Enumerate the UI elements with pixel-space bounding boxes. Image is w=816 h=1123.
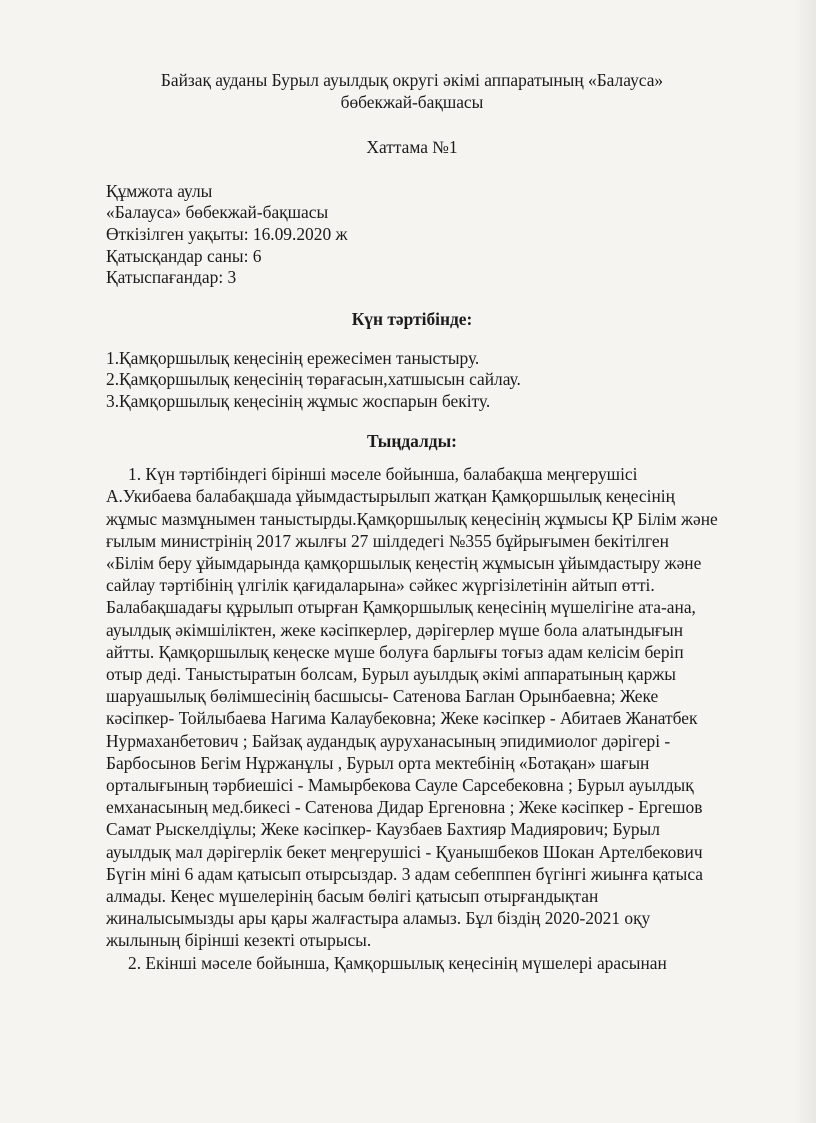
organization-line-1: Байзақ ауданы Бурыл ауылдық округі әкімі аппаратының «Балауса»	[160, 70, 664, 90]
agenda-title: Күн тәртібінде:	[351, 308, 473, 329]
organization-header	[106, 70, 718, 113]
meeting-meta	[106, 181, 718, 289]
absentees-count: Қатыспағандар: 3	[106, 267, 237, 288]
attendees-count: Қатысқандар саны: 6	[106, 245, 262, 266]
protocol-title: Хаттама №1	[366, 137, 458, 158]
heard-paragraph-1: 1. Күн тәртібіндегі бірінші мәселе бойынша, балабақша меңгерушісі А.Укибаева балабақшада ұйымдастырылып жатқан Қамқоршылық кеңесінің жұмыс мазмұнымен таныстырды.Қамқоршылық кеңесінің жұмысы ҚР Білім және ғылым министрінің 2017 жылғы 27 шілдедегі №355 бұйрығымен бекітілген «Білім беру ұйымдарында қамқоршылық кеңестің жұмысын ұйымдастыру және сайлау тәртібінің үлгілік қағидаларына» сәйкес жүргізілетінін айтып өтті. Балабақшадағы құрылып отырған Қамқоршылық кеңесінің мүшелігіне ата-ана, ауылдық әкімшіліктен, жеке кәсіпкерлер, дәрігерлер мүше бола алатындығын айтты. Қамқоршылық кеңеске мүше болуға барлығы тоғыз адам келісім беріп отыр деді. Таныстыратын болсам, Бурыл ауылдық әкімі аппаратының қаржы шаруашылық бөлімшесінің басшысы- Сатенова Баглан Орынбаевна; Жеке кәсіпкер- Тойлыбаева Нагима Калаубековна; Жеке кәсіпкер - Абитаев Жанатбек Нурмаханбетович ; Байзақ аудандық ауруханасының эпидимиолог дәрігері - Барбосынов Бегім Нұржанұлы , Бурыл орта мектебінің «Ботақан» шағын орталығының тәрбиешісі - Мамырбекова Сауле Сарсебековна ; Бурыл ауылдық емханасының мед.бикесі - Сатенова Дидар Ергеновна ; Жеке кәсіпкер - Ергешов Самат Рыскелдіұлы; Жеке кәсіпкер- Каузбаев Бахтияр Мадиярович; Бурыл ауылдық мал дәрігерлік бекет меңгерушісі - Қуанышбеков Шокан Артелбекович Бүгін міні 6 адам қатысып отырсыздар. 3 адам себепппен бүгінгі жиынға қатыса алмады. Кеңес мүшелерінің басым бөлігі қатысып отырғандықтан жиналысымызды ары қары жалғастыра аламыз. Бұл біздің 2020-2021 оқу жылының бірінші кезекті отырысы.	[106, 464, 718, 951]
heard-title: Тыңдалды:	[367, 430, 457, 451]
agenda-list	[106, 348, 718, 413]
heard-paragraph-2: 2. Екінші мәселе бойынша, Қамқоршылық кеңесінің мүшелері арасынан	[128, 952, 667, 973]
page-edge-shadow	[794, 0, 816, 1123]
document-body	[106, 70, 718, 974]
organization-line-2: бөбекжай-бақшасы	[340, 91, 484, 112]
agenda-item: 1.Қамқоршылық кеңесінің ережесімен таныстыру.	[106, 347, 480, 368]
agenda-item: 2.Қамқоршылық кеңесінің төрағасын,хатшысын сайлау.	[106, 369, 521, 390]
agenda-item: 3.Қамқоршылық кеңесінің жұмыс жоспарын бекіту.	[106, 390, 491, 411]
village-name: Құмжота аулы	[106, 180, 213, 201]
institution-name: «Балауса» бөбекжай-бақшасы	[106, 202, 329, 223]
held-time: Өткізілген уақыты: 16.09.2020 ж	[106, 223, 348, 244]
